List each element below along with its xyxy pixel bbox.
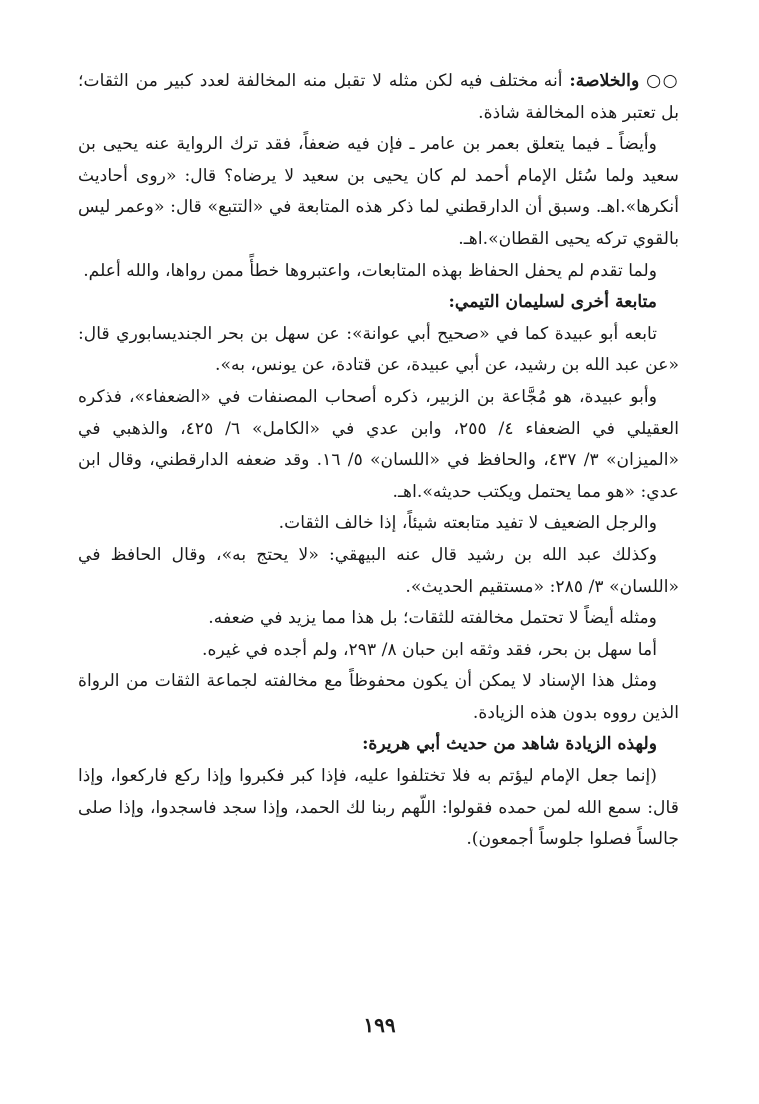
paragraph-abdullah-rashid: وكذلك عبد الله بن رشيد قال عنه البيهقي: «لا يحتج به»، وقال الحافظ في «اللسان» ٣/ ٢٨٥: «مستقيم الحديث». <box>78 544 679 597</box>
summary-text: أنه مختلف فيه لكن مثله لا تقبل منه المخالفة لعدد كبير من الثقات؛ بل تعتبر هذه المخالفة شاذة. <box>78 71 679 123</box>
summary-paragraph <box>78 66 679 129</box>
paragraph-mujjaa: وأبو عبيدة، هو مُجَّاعة بن الزبير، ذكره أصحاب المصنفات في «الضعفاء»، فذكره العقيلي في الضعفاء ٤/ ٢٥٥، وابن عدي في «الكامل» ٦/ ٤٢٥، والذهبي في «الميزان» ٣/ ٤٣٧، والحافظ في «اللسان» ٥/ ١٦. وقد ضعفه الدارقطني، وقال ابن عدي: «هو مما يحتمل ويكتب حديثه».اهـ. <box>78 386 680 502</box>
paragraph-huffaz: ولما تقدم لم يحفل الحفاظ بهذه المتابعات، واعتبروها خطأً ممن رواها، والله أعلم. <box>83 260 657 281</box>
heading-another-mutabaah: متابعة أخرى لسليمان التيمي: <box>448 292 657 313</box>
heading-shahid: ولهذه الزيادة شاهد من حديث أبي هريرة: <box>362 734 657 755</box>
paragraph-abu-ubaida: تابعه أبو عبيدة كما في «صحيح أبي عوانة»: عن سهل بن بحر الجنديسابوري قال: «عن عبد الله بن رشيد، عن أبي عبيدة، عن قتادة، عن يونس، به». <box>78 323 679 376</box>
summary-keyword: والخلاصة: <box>569 71 640 91</box>
page-body <box>78 66 679 856</box>
paragraph-hadith-text: (إنما جعل الإمام ليؤتم به فلا تختلفوا عليه، فإذا كبر فكبروا وإذا ركع فاركعوا، وإذا قال: سمع الله لمن حمده فقولوا: اللّهم ربنا لك الحمد، وإذا سجد فاسجدوا، وإذا صلى جالساً فصلوا جلوساً أجمعون). <box>78 766 679 850</box>
paragraph-mithluhu: ومثله أيضاً لا تحتمل مخالفته للثقات؛ بل هذا مما يزيد في ضعفه. <box>208 608 657 629</box>
paragraph-weak-narrator: والرجل الضعيف لا تفيد متابعته شيئاً، إذا خالف الثقات. <box>278 513 657 534</box>
paragraph-isnad: ومثل هذا الإسناد لا يمكن أن يكون محفوظاً مع مخالفته لجماعة الثقات من الرواة الذين رووه بدون هذه الزيادة. <box>78 671 679 723</box>
circles-symbol: ○○ <box>646 71 679 91</box>
page-number: ١٩٩ <box>363 1013 396 1037</box>
paragraph-umar-bin-amir: وأيضاً ـ فيما يتعلق بعمر بن عامر ـ فإن فيه ضعفاً، فقد ترك الرواية عنه يحيى بن سعيد ولما سُئل الإمام أحمد لم كان يحيى بن سعيد لا يرضاه؟ قال: «روى أحاديث أنكرها».اهـ. وسبق أن الدارقطني لما ذكر هذه المتابعة في «التتبع» قال: «وعمر ليس بالقوي تركه يحيى القطان».اهـ. <box>78 134 679 249</box>
paragraph-sahl-bin-bahr: أما سهل بن بحر، فقد وثقه ابن حبان ٨/ ٢٩٣، ولم أجده في غيره. <box>202 639 657 660</box>
